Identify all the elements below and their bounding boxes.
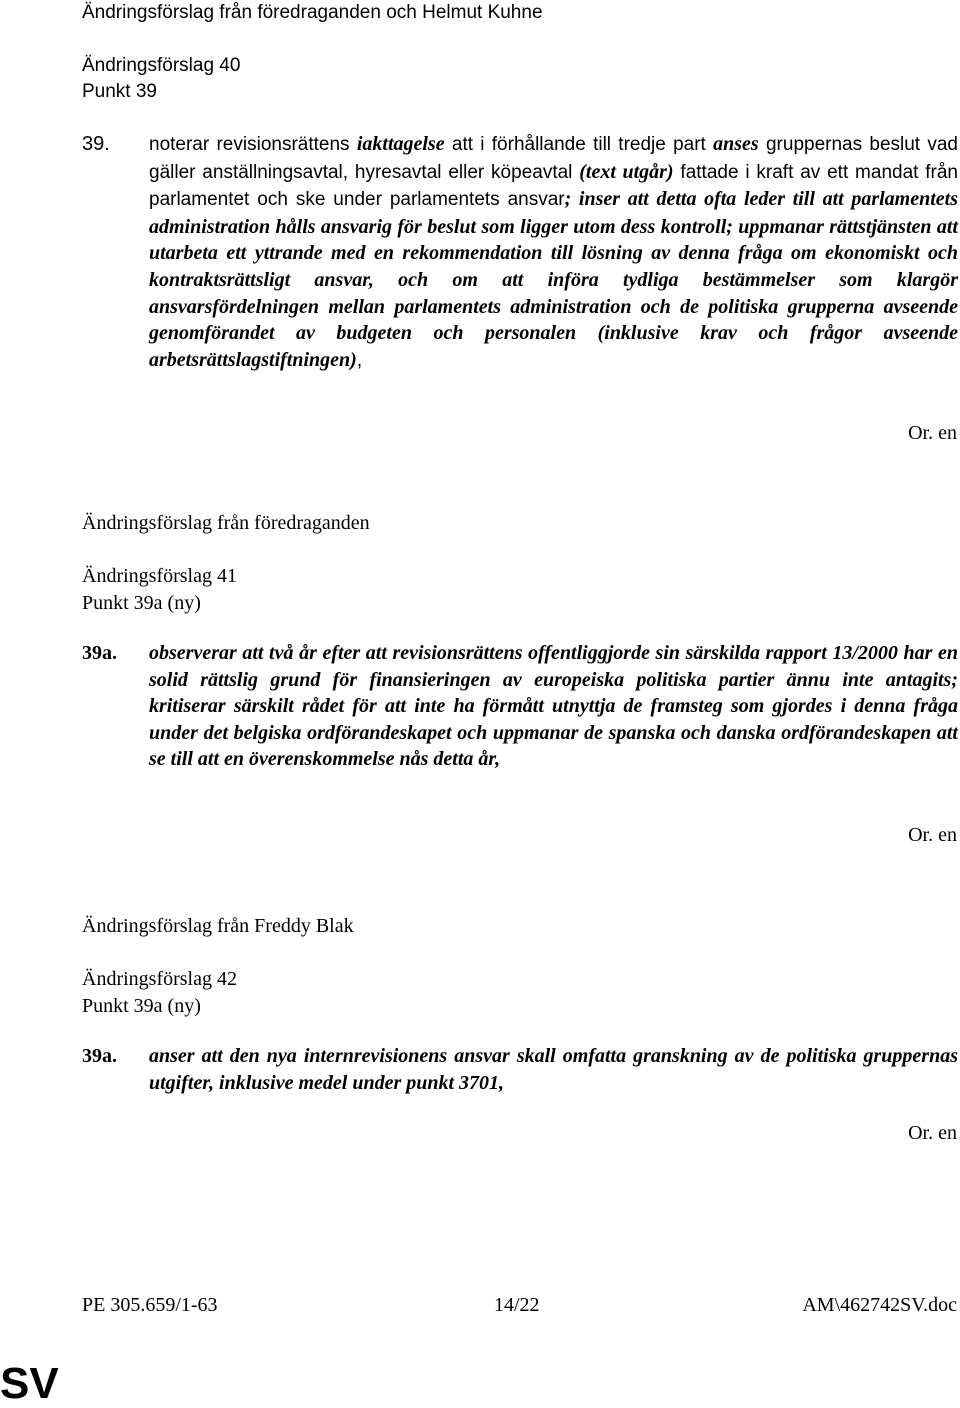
- footer-page-number: 14/22: [494, 1294, 540, 1316]
- original-language-note: Or. en: [908, 422, 957, 444]
- original-text: gruppernas beslut vad gäller anställningsavtal, hyresavtal eller köpeavtal: [149, 134, 958, 183]
- paragraph-number: 39a.: [82, 642, 117, 664]
- amended-text: anses: [713, 133, 759, 155]
- amendment-number: Ändringsförslag 41: [82, 565, 237, 587]
- amended-text: anser att den nya internrevisionens ansvar skall omfatta granskning av de politiska gruppernas utgifter, inklusive medel under punkt 3701,: [149, 1045, 958, 1094]
- language-code: SV: [0, 1359, 59, 1408]
- paragraph-number: 39a.: [82, 1045, 117, 1067]
- original-text: att i förhållande till tredje part: [444, 134, 714, 155]
- amendment-number: Ändringsförslag 42: [82, 968, 237, 990]
- amended-text: iakttagelse: [356, 133, 445, 155]
- amendment-number: Ändringsförslag 40: [82, 55, 241, 76]
- footer-document-reference: PE 305.659/1-63: [82, 1294, 218, 1316]
- footer-file-name: AM\462742SV.doc: [802, 1294, 957, 1316]
- original-language-note: Or. en: [908, 1122, 957, 1144]
- paragraph-text: [149, 1043, 958, 1096]
- amendment-point: Punkt 39a (ny): [82, 995, 201, 1017]
- amendment-point: Punkt 39: [82, 81, 157, 102]
- original-text: fattade i kraft av ett mandat från parlamentet och ske under parlamentets ansvar: [149, 161, 958, 211]
- amendment-author-heading: Ändringsförslag från föredraganden: [82, 512, 370, 534]
- amended-text: observerar att två år efter att revisionsrättens offentliggjorde sin särskilda rapport 13/2000 har en solid rättslig grund för finansieringen av europeiska politiska partier ännu inte antagits; kritiserar särskilt rådet för att inte ha förmått utnyttja de framsteg som gjordes i denna fråga under det belgiska ordförandeskapet och uppmanar de spanska och danska ordförandeskapen att se till att en överenskommelse nås detta år,: [149, 642, 958, 771]
- amended-text: ; inser att detta ofta leder till att parlamentets administration hålls ansvarig för beslut som ligger utom dess kontroll; uppmanar rättstjänsten att utarbeta ett yttrande med en rekommendation till lösning av denna fråga om ekonomiskt och kontraktsrättsligt ansvar, och om att införa tydliga bestämmelser som klargör ansvarsfördelningen mellan parlamentets administration och de politiska grupperna avseende genomförandet av budgeten och personalen (inklusive krav och frågor avseende arbetsrättslagstiftningen): [149, 188, 958, 371]
- paragraph-text: [149, 131, 958, 374]
- original-text: ,: [356, 349, 363, 371]
- amendment-point: Punkt 39a (ny): [82, 592, 201, 614]
- amendment-author-heading: Ändringsförslag från Freddy Blak: [82, 915, 354, 937]
- amended-text: (text utgår): [579, 160, 674, 183]
- original-language-note: Or. en: [908, 824, 957, 846]
- original-text: noterar revisionsrättens: [149, 134, 357, 155]
- paragraph-number: 39.: [82, 133, 110, 155]
- amendment-author-heading: Ändringsförslag från föredraganden och Helmut Kuhne: [82, 2, 543, 23]
- paragraph-text: [149, 640, 958, 773]
